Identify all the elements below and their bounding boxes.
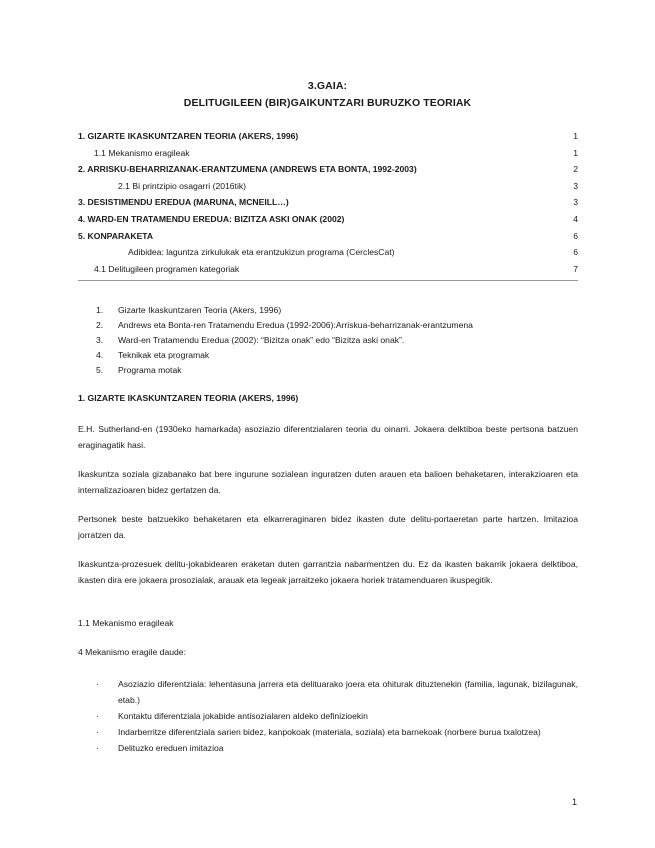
toc-entry[interactable] [78, 145, 578, 162]
list-item-text: Ward-en Tratamendu Eredua (2002): “Bizitza onak” edo “Bizitza aski onak”. [118, 335, 405, 345]
toc-entry-label: Adibidea: laguntza zirkulukak eta erantzukizun programa (CerclesCat) [128, 247, 395, 258]
list-item-text: Teknikak eta programak [118, 350, 210, 360]
toc-entry-page: 2 [573, 164, 578, 175]
bullet-icon: · [96, 727, 99, 737]
toc-entry-page: 7 [573, 263, 578, 274]
toc-entry-label: 1. GIZARTE IKASKUNTZAREN TEORIA (AKERS, 1996) [78, 131, 299, 141]
list-item-text: Indarberritze diferentziala sarien bidez, kanpokoak (materiala, soziala) eta barnekoak (norbere burua txalotzea) [118, 727, 541, 737]
toc-entry-label: 1.1 Mekanismo eragileak [94, 147, 190, 158]
list-item [96, 708, 578, 724]
list-item-text: Kontaktu diferentziala jokabide antisozialaren aldeko definizioekin [118, 711, 368, 721]
toc-entry-page: 4 [573, 213, 578, 224]
toc-entry[interactable] [78, 178, 578, 195]
toc-entry[interactable] [78, 161, 578, 178]
list-item [96, 318, 576, 333]
paragraph: E.H. Sutherland-en (1930eko hamarkada) asoziazio diferentzialaren teoria du oinarri. Jokaera delktiboa beste pertsona batzuen eraginagatik hasi. [78, 424, 578, 451]
list-item-text: Delituzko ereduen imitazioa [118, 743, 224, 753]
list-item [96, 348, 576, 363]
toc-entry-page: 3 [573, 197, 578, 208]
list-item [96, 333, 576, 348]
bullet-list [96, 676, 578, 756]
list-item-number: 2. [96, 320, 104, 330]
toc-entry[interactable] [78, 211, 578, 228]
toc-entry-label: 3. DESISTIMENDU EREDUA (MARUNA, MCNEILL…) [78, 197, 289, 208]
section-heading: 1. GIZARTE IKASKUNTZAREN TEORIA (AKERS, 1996) [78, 393, 299, 403]
toc-entry[interactable] [78, 244, 578, 261]
list-item-number: 5. [96, 365, 104, 375]
outline-list [96, 303, 576, 378]
list-item-number: 3. [96, 335, 104, 345]
toc-entry-label: 4. WARD-EN TRATAMENDU EREDUA: BIZITZA ASKI ONAK (2002) [78, 213, 345, 224]
paragraph: Ikaskuntza soziala gizabanako bat bere ingurune sozialean inguratzen duten arauen eta balioen behaketaren, interakzioaren eta internalizazioaren bidez gertatzen da. [78, 469, 578, 496]
paragraph: 4 Mekanismo eragile daude: [78, 647, 186, 657]
list-item [96, 724, 578, 740]
chapter-title: DELITUGILEEN (BIR)GAIKUNTZARI BURUZKO TEORIAK [183, 97, 472, 109]
bullet-icon: · [96, 743, 99, 753]
toc-entry-page: 1 [573, 131, 578, 141]
paragraph: Ikaskuntza-prozesuek delitu-jokabidearen eraketan duten garrantzia nabarmentzen du. Ez da ikasten bakarrik jokaera delktiboa, ikasten dira ere jokaera prosozialak, arauak eta legeak jarraitzeko jokaera horiek tratamenduaren ikuspegitik. [78, 559, 578, 586]
toc-entry-page: 3 [573, 180, 578, 191]
bullet-icon: · [96, 711, 99, 721]
toc-entry-label: 4.1 Delitugileen programen kategoriak [94, 263, 240, 274]
toc-entry-label: 2. ARRISKU-BEHARRIZANAK-ERANTZUMENA (ANDREWS ETA BONTA, 1992-2003) [78, 164, 417, 175]
list-item [96, 740, 578, 756]
subsection-heading: 1.1 Mekanismo eragileak [78, 618, 174, 628]
toc-entry-label: 2.1 Bi printzipio osagarri (2016tik) [118, 180, 247, 191]
list-item-number: 4. [96, 350, 104, 360]
toc-entry-page: 1 [573, 147, 578, 158]
paragraph: Pertsonek beste batzuekiko behaketaren eta elkarreraginaren bidez ikasten dute delitu-portaeretan parte hartzen. Imitazioa jorratzen da. [78, 514, 578, 541]
list-item-text: Asoziazio diferentziala: lehentasuna jarrera eta delituarako joera eta ohiturak dituztenekin (familia, lagunak, bizilagunak, etab.) [118, 679, 578, 705]
toc-divider [78, 280, 578, 281]
toc-entry-page: 6 [573, 247, 578, 258]
bullet-icon: · [96, 679, 99, 689]
list-item-text: Gizarte Ikaskuntzaren Teoria (Akers, 1996) [118, 305, 282, 315]
list-item-text: Andrews eta Bonta-ren Tratamendu Eredua (1992-2006):Arriskua-beharrizanak-erantzumena [118, 320, 473, 330]
table-of-contents [78, 128, 578, 277]
list-item [96, 303, 576, 318]
toc-entry[interactable] [78, 128, 578, 145]
list-item-number: 1. [96, 305, 104, 315]
list-item-text: Programa motak [118, 365, 182, 375]
toc-entry[interactable] [78, 228, 578, 245]
page-number: 1 [571, 797, 577, 807]
toc-entry-label: 5. KONPARAKETA [78, 230, 154, 241]
chapter-number: 3.GAIA: [307, 80, 348, 92]
toc-entry-page: 6 [573, 230, 578, 241]
toc-entry[interactable] [78, 194, 578, 211]
list-item [96, 676, 578, 708]
toc-entry[interactable] [78, 261, 578, 278]
list-item [96, 363, 576, 378]
